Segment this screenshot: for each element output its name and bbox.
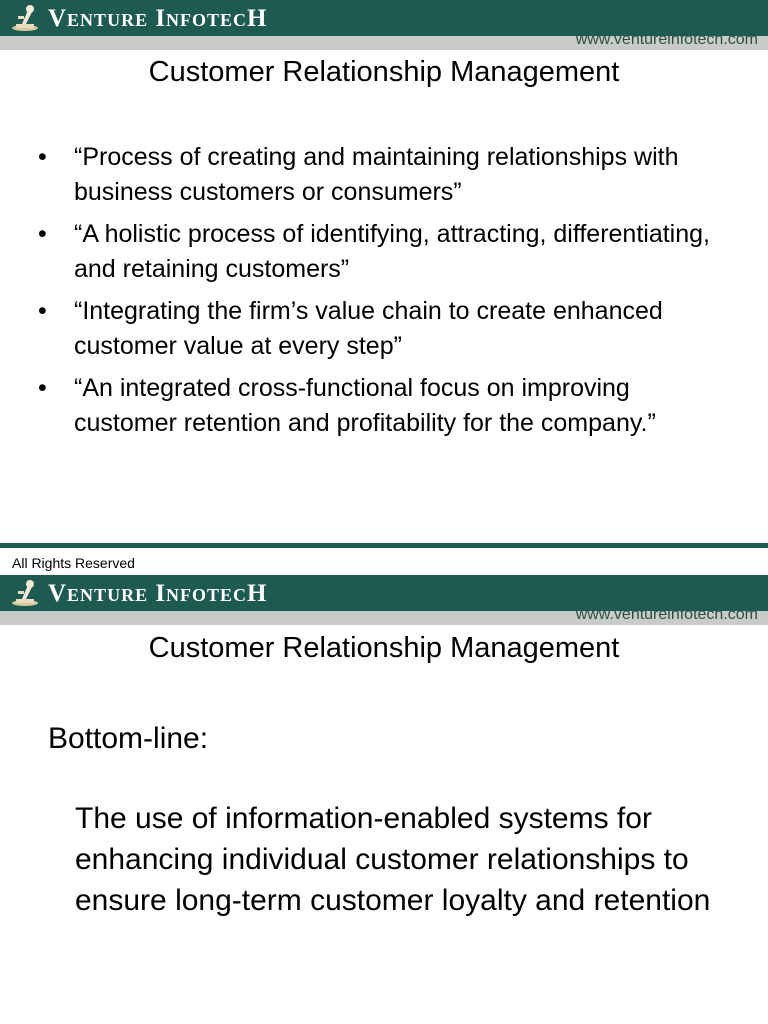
bottom-line-heading: Bottom-line: bbox=[48, 722, 209, 755]
website-url: www.ventureinfotech.com bbox=[575, 31, 758, 48]
bullet-dot: • bbox=[38, 297, 47, 325]
bullet-dot: • bbox=[38, 374, 47, 402]
footer-text: All Rights Reserved bbox=[12, 555, 135, 571]
bullet-dot: • bbox=[38, 220, 47, 248]
bullet-text: “An integrated cross-functional focus on improving customer retention and profitability for the company.” bbox=[74, 374, 656, 437]
bullet-text: “Process of creating and maintaining relationships with business customers or consumers” bbox=[74, 143, 679, 206]
microscope-logo-icon bbox=[8, 577, 42, 607]
bullet-item bbox=[38, 140, 738, 210]
bullet-text: “Integrating the firm’s value chain to create enhanced customer value at every step” bbox=[74, 297, 663, 360]
slide-2 bbox=[0, 575, 768, 1024]
bullet-list bbox=[38, 140, 738, 448]
brand-name: Venture InfotecH bbox=[48, 5, 268, 32]
bullet-item bbox=[38, 217, 738, 287]
slide-title: Customer Relationship Management bbox=[148, 632, 620, 664]
footer-rule bbox=[0, 543, 768, 548]
bullet-dot: • bbox=[38, 143, 47, 171]
bullet-item bbox=[38, 371, 738, 441]
brand-name: Venture InfotecH bbox=[48, 580, 268, 607]
website-url: www.ventureinfotech.com bbox=[575, 606, 758, 623]
definition-text: The use of information-enabled systems for enhancing individual customer relationships to ensure long-term customer loyalty and retention bbox=[75, 802, 711, 917]
microscope-logo-icon bbox=[8, 2, 42, 32]
bullet-text: “A holistic process of identifying, attracting, differentiating, and retaining customers” bbox=[74, 220, 710, 283]
slide-title: Customer Relationship Management bbox=[148, 56, 620, 88]
bullet-item bbox=[38, 294, 738, 364]
